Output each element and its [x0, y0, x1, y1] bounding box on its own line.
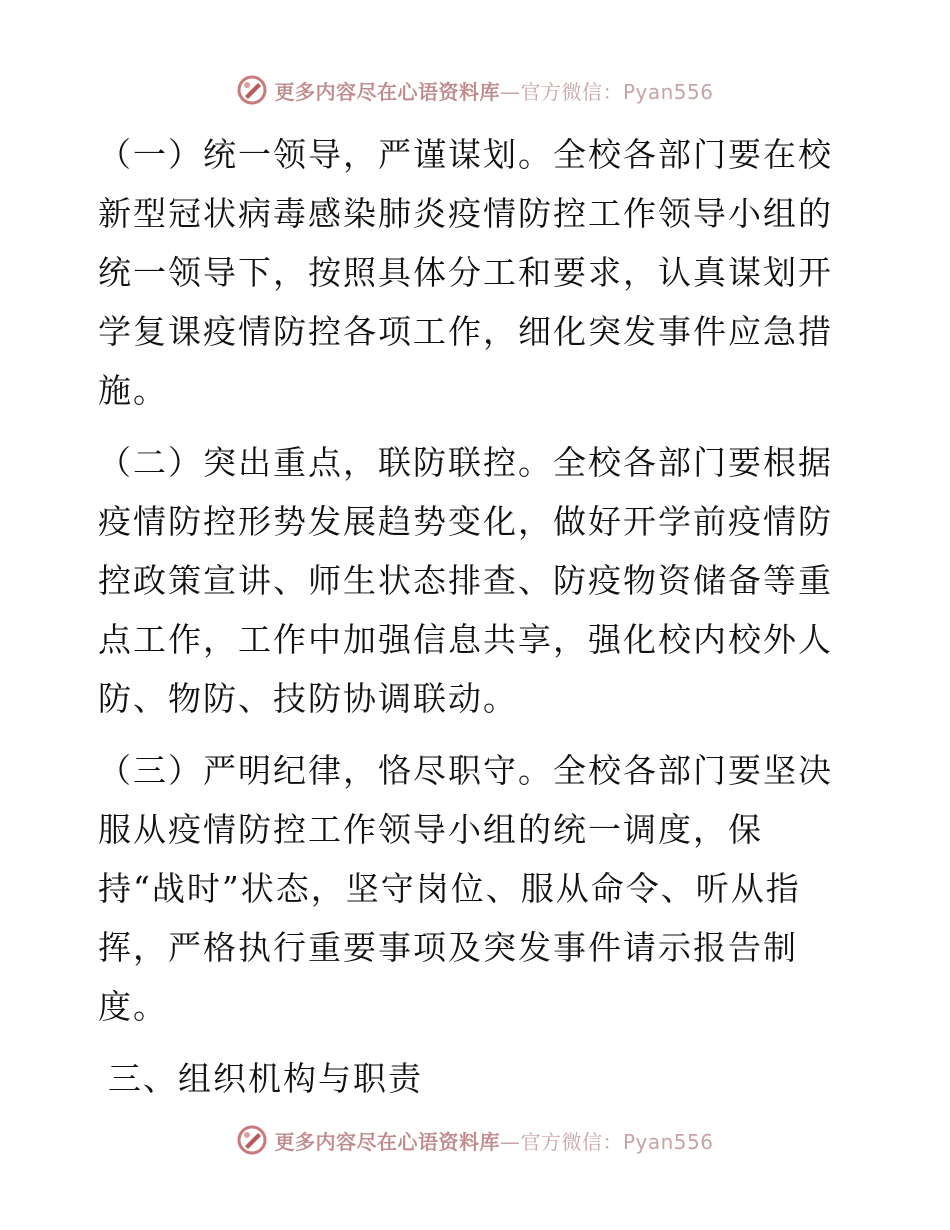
watermark-banner-bottom — [0, 1120, 950, 1160]
watermark-text: 更多内容尽在心语资料库—官方微信：Pyan556 — [274, 79, 714, 104]
document-body — [98, 125, 850, 1108]
logo-icon — [236, 1124, 268, 1156]
paragraph-3: （三）严明纪律，恪尽职守。全校各部门要坚决服从疫情防控工作领导小组的统一调度，保持“战时”状态，坚守岗位、服从命令、听从指挥，严格执行重要事项及突发事件请示报告制度。 — [98, 751, 833, 1026]
watermark-text: 更多内容尽在心语资料库—官方微信：Pyan556 — [274, 1129, 714, 1154]
paragraph-2: （二）突出重点，联防联控。全校各部门要根据疫情防控形势发展趋势变化，做好开学前疫情防控政策宣讲、师生状态排查、防疫物资储备等重点工作，工作中加强信息共享，强化校内校外人防、物防、技防协调联动。 — [98, 443, 833, 718]
logo-icon — [236, 74, 268, 106]
watermark-banner-top — [0, 70, 950, 110]
paragraph-1: （一）统一领导，严谨谋划。全校各部门要在校新型冠状病毒感染肺炎疫情防控工作领导小组的统一领导下，按照具体分工和要求，认真谋划开学复课疫情防控各项工作，细化突发事件应急措施。 — [98, 135, 833, 410]
section-heading: 三、组织机构与职责 — [108, 1059, 423, 1098]
